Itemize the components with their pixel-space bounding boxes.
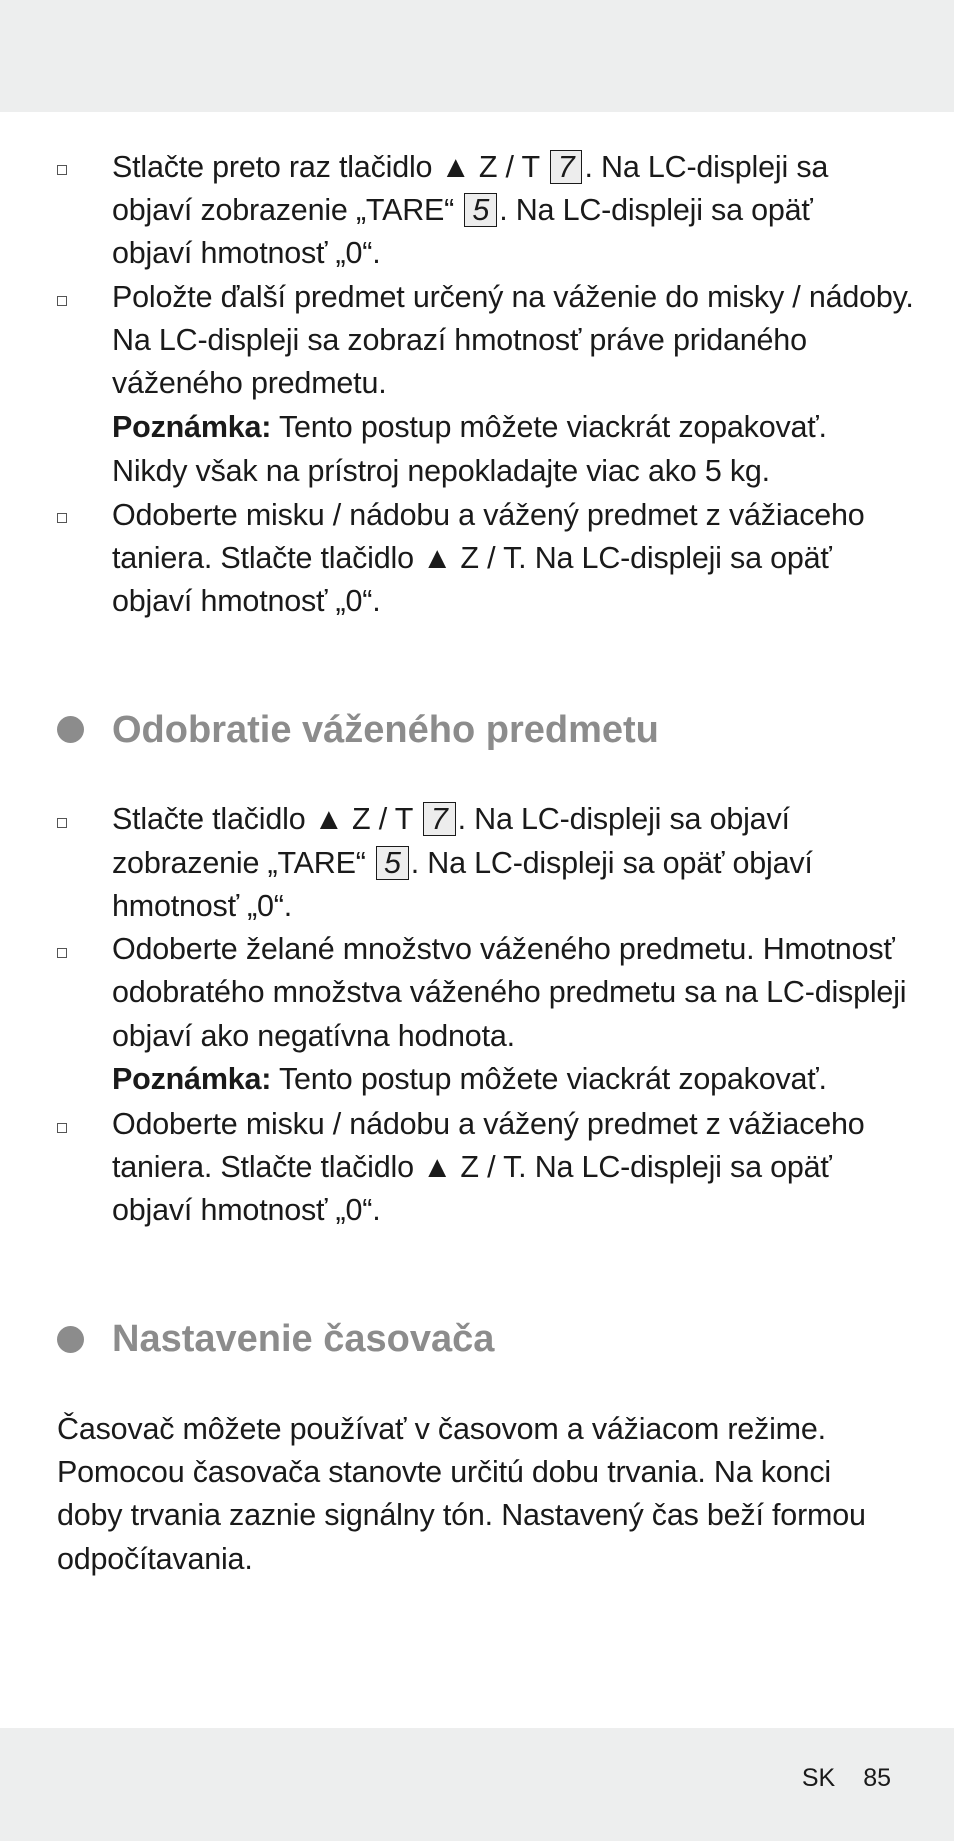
text-line: váženého predmetu.: [112, 366, 387, 400]
section-heading: Odobratie váženého predmetu: [112, 709, 659, 751]
header-band: [0, 0, 954, 112]
text-line: Položte ďalší predmet určený na váženie do misky / nádoby.: [112, 280, 914, 314]
text-line: objaví hmotnosť „0“.: [112, 236, 381, 270]
page-number: 85: [863, 1764, 891, 1792]
paragraph-line: odpočítavania.: [57, 1542, 253, 1576]
text-line: Na LC-displeji sa zobrazí hmotnosť práve pridaného: [112, 323, 807, 357]
text-line: Odoberte želané množstvo váženého predmetu. Hmotnosť: [112, 932, 895, 966]
note-label: Poznámka:: [112, 410, 272, 444]
paragraph-line: doby trvania zaznie signálny tón. Nastavený čas beží formou: [57, 1498, 866, 1532]
text-line: Odoberte misku / nádobu a vážený predmet z vážiaceho: [112, 1107, 865, 1141]
note-line: Poznámka: Tento postup môžete viackrát zopakovať.: [112, 1062, 827, 1096]
bullet-icon: [57, 296, 67, 306]
reference-number-box: 5: [464, 193, 497, 227]
text-line: hmotnosť „0“.: [112, 889, 293, 923]
text-line: odobratého množstva váženého predmetu sa na LC-displeji: [112, 975, 907, 1009]
bullet-icon: [57, 1123, 67, 1133]
text-line: objaví zobrazenie „TARE“ 5 . Na LC-displeji sa opäť: [112, 193, 813, 227]
text-line: objaví ako negatívna hodnota.: [112, 1019, 515, 1053]
paragraph-line: Časovač môžete používať v časovom a vážiacom režime.: [57, 1412, 826, 1446]
text-line: zobrazenie „TARE“ 5 . Na LC-displeji sa opäť objaví: [112, 846, 813, 880]
reference-number-box: 5: [376, 846, 409, 880]
text-line: objaví hmotnosť „0“.: [112, 584, 381, 618]
text-line: objaví hmotnosť „0“.: [112, 1193, 381, 1227]
text-line: taniera. Stlačte tlačidlo ▲ Z / T. Na LC-displeji sa opäť: [112, 1150, 832, 1184]
note-line: Poznámka: Tento postup môžete viackrát zopakovať.: [112, 410, 827, 444]
section-heading: Nastavenie časovača: [112, 1318, 495, 1360]
text-line: taniera. Stlačte tlačidlo ▲ Z / T. Na LC-displeji sa opäť: [112, 541, 832, 575]
bullet-icon: [57, 818, 67, 828]
heading-bullet-icon: [57, 1326, 84, 1353]
text-line: Odoberte misku / nádobu a vážený predmet z vážiaceho: [112, 498, 865, 532]
bullet-icon: [57, 165, 67, 175]
note-label: Poznámka:: [112, 1062, 272, 1096]
page-footer: [802, 1764, 891, 1793]
paragraph-line: Pomocou časovača stanovte určitú dobu trvania. Na konci: [57, 1455, 831, 1489]
note-line: Nikdy však na prístroj nepokladajte viac ako 5 kg.: [112, 454, 770, 488]
heading-bullet-icon: [57, 716, 84, 743]
reference-number-box: 7: [550, 150, 583, 184]
text-line: Stlačte tlačidlo ▲ Z / T 7 . Na LC-displeji sa objaví: [112, 802, 790, 836]
bullet-icon: [57, 948, 67, 958]
reference-number-box: 7: [423, 802, 456, 836]
language-code: SK: [801, 1764, 836, 1792]
text-line: Stlačte preto raz tlačidlo ▲ Z / T 7 . Na LC-displeji sa: [112, 150, 829, 184]
bullet-icon: [57, 513, 67, 523]
